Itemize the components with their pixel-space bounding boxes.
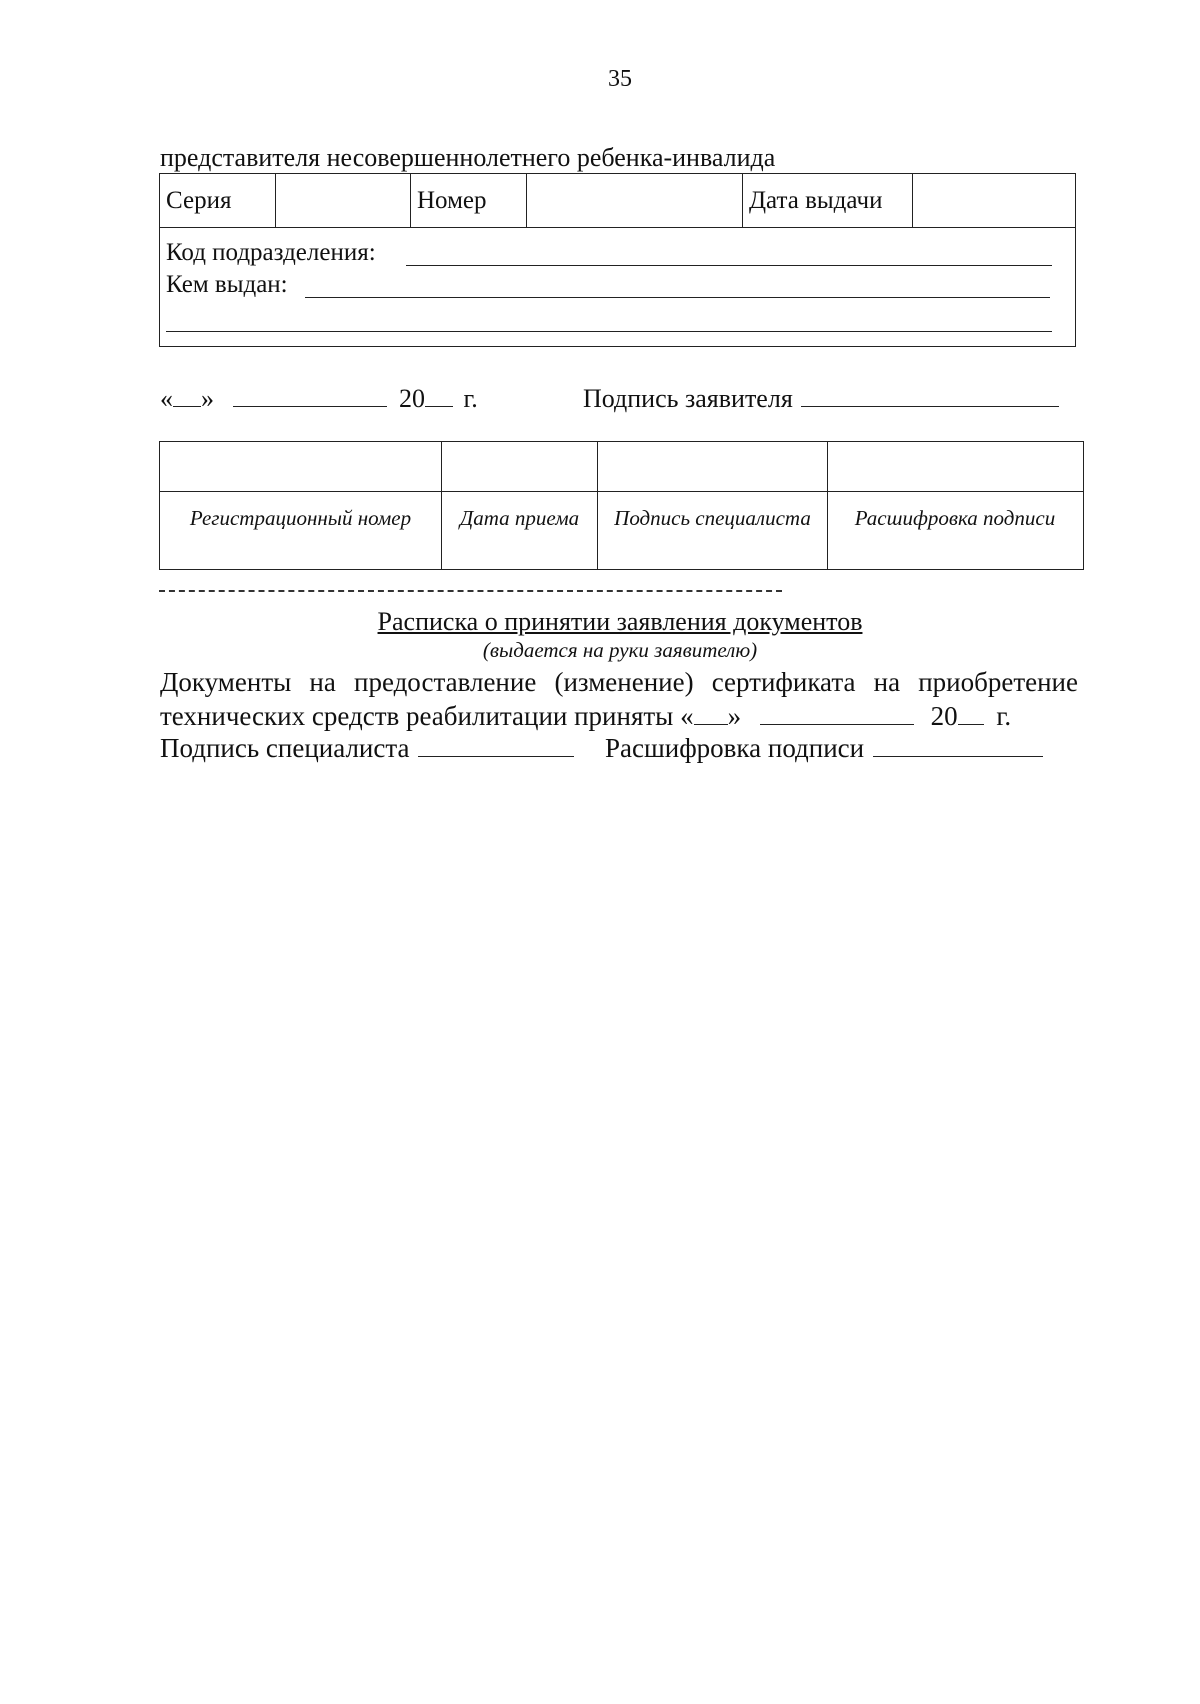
page-number: 35 <box>608 66 632 92</box>
signature-transcript-field[interactable] <box>828 442 1082 491</box>
issued-by-label: Кем выдан: <box>166 271 288 298</box>
receipt-specialist-signature-field[interactable] <box>418 734 574 757</box>
close-quote: » <box>201 384 214 413</box>
column-signature-transcript: Расшифровка подписи <box>854 506 1056 530</box>
specialist-signature-label: Подпись специалиста <box>160 733 410 763</box>
receipt-year-field[interactable] <box>958 702 984 725</box>
receipt-title: Расписка о принятии заявления документов <box>377 607 863 636</box>
column-reception-date: Дата приема <box>459 506 580 530</box>
open-quote: « <box>160 384 173 413</box>
receipt-line2-prefix: технических средств реабилитации приняты « <box>160 701 694 731</box>
receipt-signature-transcript-field[interactable] <box>873 734 1043 757</box>
signature-transcript-label: Расшифровка подписи <box>604 733 865 763</box>
receipt-text-line2 <box>160 700 1011 732</box>
division-code-field[interactable] <box>406 265 1052 266</box>
applicant-signature-label: Подпись заявителя <box>583 384 793 413</box>
receipt-year-prefix: 20 <box>930 701 958 731</box>
number-label: Номер <box>411 174 527 227</box>
number-field[interactable] <box>527 174 743 227</box>
receipt-year-suffix: г. <box>996 701 1012 731</box>
reception-date-field[interactable] <box>442 442 597 491</box>
receipt-subtitle: (выдается на руки заявителю) <box>482 638 758 662</box>
year-suffix: г. <box>463 384 478 413</box>
year-field[interactable] <box>425 384 453 407</box>
registration-number-field[interactable] <box>160 442 441 491</box>
division-code-label: Код подразделения: <box>166 239 376 266</box>
passport-block <box>159 173 1076 347</box>
receipt-signature-line <box>160 732 1043 764</box>
receipt-day-field[interactable] <box>694 702 728 725</box>
series-label: Серия <box>160 174 276 227</box>
registration-table <box>159 441 1084 570</box>
date-row <box>160 384 478 414</box>
month-field[interactable] <box>233 384 387 407</box>
applicant-signature-row <box>583 384 1059 414</box>
applicant-signature-field[interactable] <box>801 384 1059 407</box>
passport-header-row <box>160 174 1075 228</box>
section-title: представителя несовершеннолетнего ребенка-инвалида <box>160 143 776 172</box>
cut-line <box>159 590 782 592</box>
column-specialist-signature: Подпись специалиста <box>614 506 811 530</box>
day-field[interactable] <box>173 384 201 407</box>
issued-by-field[interactable] <box>305 297 1050 298</box>
specialist-signature-field[interactable] <box>598 442 827 491</box>
receipt-month-field[interactable] <box>760 702 914 725</box>
year-prefix: 20 <box>399 384 425 413</box>
series-field[interactable] <box>276 174 411 227</box>
issue-date-label: Дата выдачи <box>743 174 913 227</box>
issued-by-field-continued[interactable] <box>166 331 1052 332</box>
column-registration-number: Регистрационный номер <box>189 506 412 530</box>
receipt-text-line1: Документы на предоставление (изменение) сертификата на приобретение <box>160 667 1078 697</box>
issue-date-field[interactable] <box>913 174 1075 227</box>
receipt-close-quote: » <box>727 701 742 731</box>
